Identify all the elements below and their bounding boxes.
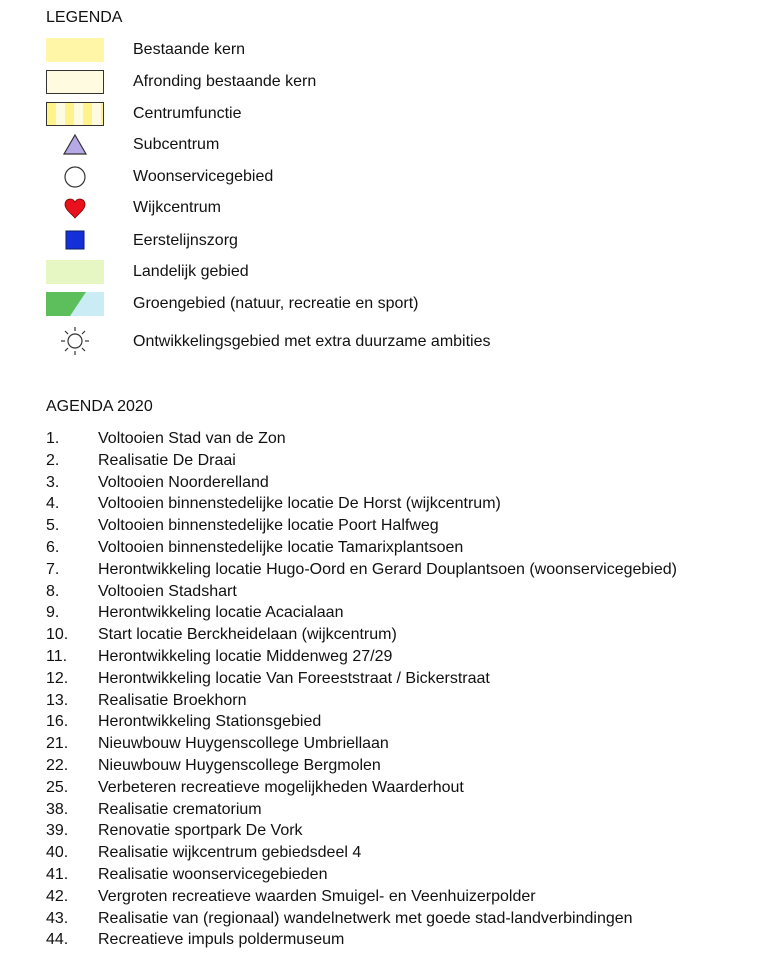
circle-icon (46, 165, 104, 189)
agenda-item-number: 3. (46, 473, 60, 491)
agenda-item-number: 11. (46, 647, 68, 665)
heart-icon (46, 196, 104, 220)
agenda-item-text: Herontwikkeling locatie Van Foreeststraat / Bickerstraat (98, 669, 490, 687)
legend-label: Eerstelijnszorg (133, 232, 238, 249)
legend-title: LEGENDA (46, 9, 123, 26)
legend-item-groengebied (0, 292, 776, 320)
legend-item-centrumfunctie (0, 102, 776, 130)
agenda-item-number: 13. (46, 691, 69, 709)
agenda-item-number: 6. (46, 538, 60, 556)
agenda-item-number: 22. (46, 756, 69, 774)
agenda-item-number: 7. (46, 560, 60, 578)
agenda-item-text: Realisatie De Draai (98, 451, 236, 469)
agenda-item-number: 1. (46, 430, 60, 447)
legend-label: Bestaande kern (133, 41, 246, 58)
agenda-item-text: Realisatie woonservicegebieden (98, 865, 328, 883)
agenda-item-text: Recreatieve impuls poldermuseum (98, 931, 345, 949)
agenda-item-number: 25. (46, 778, 69, 796)
agenda-item-text: Nieuwbouw Huygenscollege Umbriellaan (98, 735, 389, 753)
agenda-item-text: Vergroten recreatieve waarden Smuigel- en Veenhuizerpolder (98, 887, 536, 905)
legend-label: Subcentrum (133, 136, 220, 153)
agenda-item-number: 42. (46, 887, 69, 905)
legend-label: Ontwikkelingsgebied met extra duurzame ambities (133, 333, 491, 350)
legend-label: Landelijk gebied (133, 263, 249, 280)
agenda-item-text: Herontwikkeling locatie Hugo-Oord en Gerard Douplantsoen (woonservicegebied) (98, 560, 677, 578)
legend-label: Afronding bestaande kern (133, 73, 317, 90)
agenda-item-text: Voltooien Stadshart (98, 582, 237, 600)
agenda-item-number: 39. (46, 822, 69, 840)
agenda-item-text: Voltooien binnenstedelijke locatie Poort Halfweg (98, 517, 439, 535)
legend-item-ontwikkelingsgebied (0, 330, 776, 358)
agenda-item-number: 41. (46, 865, 69, 883)
agenda-item-text: Herontwikkeling locatie Acacialaan (98, 604, 344, 622)
yellow-area-swatch (46, 38, 104, 62)
agenda-item-number: 5. (46, 517, 60, 535)
legend-label: Groengebied (natuur, recreatie en sport) (133, 295, 419, 312)
legend-item-landelijk-gebied (0, 260, 776, 288)
square-icon (46, 229, 104, 253)
agenda-item-text: Herontwikkeling locatie Middenweg 27/29 (98, 647, 393, 665)
agenda-item-text: Herontwikkeling Stationsgebied (98, 713, 322, 731)
agenda-title: AGENDA 2020 (46, 398, 153, 415)
agenda-item-text: Verbeteren recreatieve mogelijkheden Waarderhout (98, 778, 464, 796)
agenda-item-number: 12. (46, 669, 69, 687)
legend-label: Woonservicegebied (133, 168, 274, 185)
agenda-item-number: 4. (46, 495, 60, 513)
legend-label: Wijkcentrum (133, 199, 222, 216)
agenda-item-text: Realisatie van (regionaal) wandelnetwerk met goede stad-landverbindingen (98, 909, 633, 927)
agenda-item-text: Voltooien binnenstedelijke locatie Tamarixplantsoen (98, 538, 464, 556)
agenda-item-text: Voltooien Stad van de Zon (98, 430, 286, 447)
agenda-item-number: 43. (46, 909, 69, 927)
agenda-item-number: 44. (46, 931, 69, 949)
legend-label: Centrumfunctie (133, 105, 242, 122)
outlined-area-swatch (46, 70, 104, 94)
agenda-item-number: 40. (46, 844, 69, 862)
agenda-item-text: Realisatie crematorium (98, 800, 262, 818)
striped-area-swatch (46, 102, 104, 126)
sun-icon (46, 326, 104, 356)
legend-item-subcentrum (0, 133, 776, 161)
agenda-item-text: Nieuwbouw Huygenscollege Bergmolen (98, 756, 381, 774)
legend-item-woonservicegebied (0, 165, 776, 193)
green-area-swatch (46, 260, 104, 284)
agenda-item-number: 2. (46, 451, 60, 469)
legend-item-eerstelijnszorg (0, 229, 776, 257)
triangle-icon (46, 133, 104, 157)
legend-item-afronding-bestaande-kern (0, 70, 776, 98)
agenda-item-number: 10. (46, 626, 69, 644)
agenda-item-text: Realisatie Broekhorn (98, 691, 247, 709)
agenda-item-number: 38. (46, 800, 69, 818)
agenda-item-text: Voltooien Noorderelland (98, 473, 269, 491)
agenda-item-text: Voltooien binnenstedelijke locatie De Horst (wijkcentrum) (98, 495, 501, 513)
agenda-item-number: 21. (46, 735, 69, 753)
agenda-item-text: Realisatie wijkcentrum gebiedsdeel 4 (98, 844, 362, 862)
agenda-item-number: 8. (46, 582, 60, 600)
agenda-item-text: Renovatie sportpark De Vork (98, 822, 303, 840)
legend-item-bestaande-kern (0, 38, 776, 66)
diagonal-green-swatch (46, 292, 104, 316)
legend-item-wijkcentrum (0, 196, 776, 224)
agenda-item-number: 16. (46, 713, 69, 731)
agenda-item-number: 9. (46, 604, 60, 622)
agenda-item-text: Start locatie Berckheidelaan (wijkcentrum) (98, 626, 397, 644)
